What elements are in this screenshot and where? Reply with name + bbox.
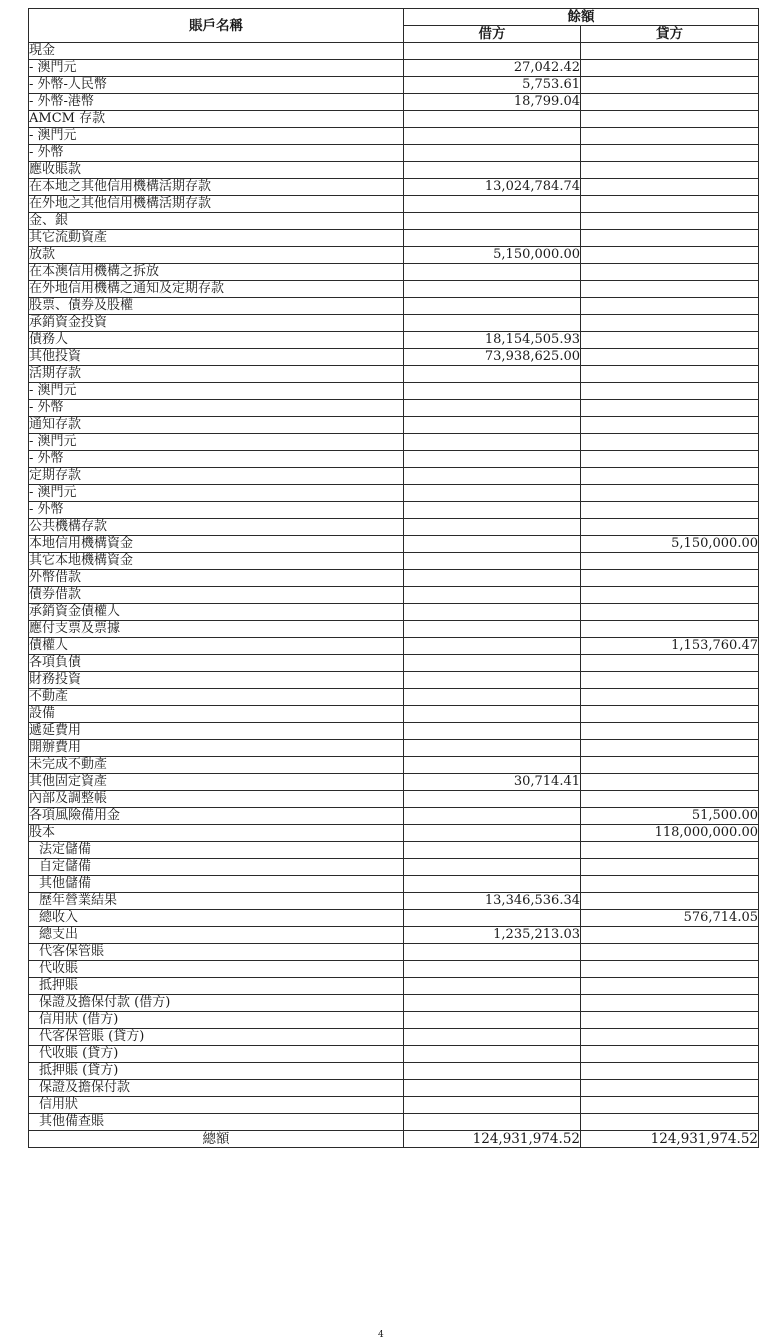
credit-cell bbox=[581, 876, 759, 893]
table-row bbox=[29, 978, 759, 995]
table-row bbox=[29, 43, 759, 60]
table-row bbox=[29, 196, 759, 213]
account-name-cell: - 外幣-港幣 bbox=[29, 94, 404, 111]
table-row bbox=[29, 332, 759, 349]
table-row bbox=[29, 417, 759, 434]
credit-cell bbox=[581, 1097, 759, 1114]
table-row bbox=[29, 859, 759, 876]
table-row bbox=[29, 519, 759, 536]
debit-cell: 5,753.61 bbox=[404, 77, 581, 94]
table-row bbox=[29, 502, 759, 519]
account-name-cell: 開辦費用 bbox=[29, 740, 404, 757]
account-name-cell: 債權人 bbox=[29, 638, 404, 655]
account-name-cell: 股票、債券及股權 bbox=[29, 298, 404, 315]
debit-cell bbox=[404, 1114, 581, 1131]
table-row bbox=[29, 128, 759, 145]
credit-cell bbox=[581, 485, 759, 502]
debit-cell bbox=[404, 655, 581, 672]
account-name-cell: 在本地之其他信用機構活期存款 bbox=[29, 179, 404, 196]
debit-cell bbox=[404, 825, 581, 842]
account-name-cell: 其它流動資產 bbox=[29, 230, 404, 247]
table-row bbox=[29, 808, 759, 825]
debit-cell bbox=[404, 740, 581, 757]
credit-cell bbox=[581, 621, 759, 638]
credit-cell: 118,000,000.00 bbox=[581, 825, 759, 842]
table-row bbox=[29, 893, 759, 910]
debit-cell bbox=[404, 451, 581, 468]
table-row bbox=[29, 111, 759, 128]
page-number: 4 bbox=[378, 1330, 384, 1340]
account-name-cell: 代客保管賬 bbox=[29, 944, 404, 961]
credit-cell bbox=[581, 417, 759, 434]
credit-cell bbox=[581, 230, 759, 247]
debit-cell bbox=[404, 808, 581, 825]
debit-cell bbox=[404, 570, 581, 587]
table-row bbox=[29, 876, 759, 893]
credit-cell bbox=[581, 944, 759, 961]
credit-cell bbox=[581, 723, 759, 740]
table-row bbox=[29, 740, 759, 757]
debit-cell bbox=[404, 315, 581, 332]
debit-cell bbox=[404, 434, 581, 451]
account-name-cell: 總支出 bbox=[29, 927, 404, 944]
credit-cell bbox=[581, 995, 759, 1012]
credit-cell bbox=[581, 451, 759, 468]
account-name-cell: 在外地之其他信用機構活期存款 bbox=[29, 196, 404, 213]
debit-cell: 18,799.04 bbox=[404, 94, 581, 111]
table-row bbox=[29, 179, 759, 196]
table-row bbox=[29, 230, 759, 247]
account-name-cell: 信用狀 bbox=[29, 1097, 404, 1114]
account-name-cell: 本地信用機構資金 bbox=[29, 536, 404, 553]
account-name-cell: 其他備查賬 bbox=[29, 1114, 404, 1131]
debit-cell bbox=[404, 587, 581, 604]
account-name-cell: - 外幣 bbox=[29, 502, 404, 519]
credit-cell bbox=[581, 213, 759, 230]
credit-cell bbox=[581, 791, 759, 808]
debit-cell: 18,154,505.93 bbox=[404, 332, 581, 349]
credit-cell bbox=[581, 706, 759, 723]
account-name-cell: 抵押賬 (貸方) bbox=[29, 1063, 404, 1080]
account-name-cell: 保證及擔保付款 (借方) bbox=[29, 995, 404, 1012]
credit-cell bbox=[581, 655, 759, 672]
table-row bbox=[29, 60, 759, 77]
balance-header: 餘額 bbox=[404, 9, 759, 26]
account-name-cell: - 外幣-人民幣 bbox=[29, 77, 404, 94]
debit-cell bbox=[404, 213, 581, 230]
credit-cell bbox=[581, 1080, 759, 1097]
account-name-cell: 公共機構存款 bbox=[29, 519, 404, 536]
credit-cell bbox=[581, 400, 759, 417]
credit-cell bbox=[581, 383, 759, 400]
account-name-cell: 遞延費用 bbox=[29, 723, 404, 740]
debit-cell bbox=[404, 1097, 581, 1114]
credit-cell: 1,153,760.47 bbox=[581, 638, 759, 655]
account-name-cell: 通知存款 bbox=[29, 417, 404, 434]
account-name-cell: 未完成不動產 bbox=[29, 757, 404, 774]
account-name-cell: - 外幣 bbox=[29, 451, 404, 468]
debit-cell bbox=[404, 264, 581, 281]
credit-cell bbox=[581, 553, 759, 570]
credit-cell bbox=[581, 298, 759, 315]
debit-cell: 30,714.41 bbox=[404, 774, 581, 791]
debit-cell bbox=[404, 604, 581, 621]
account-name-cell: 代收賬 bbox=[29, 961, 404, 978]
account-name-header: 賬戶名稱 bbox=[29, 9, 404, 43]
table-row bbox=[29, 706, 759, 723]
table-row bbox=[29, 247, 759, 264]
table-row bbox=[29, 825, 759, 842]
account-name-cell: 其他固定資產 bbox=[29, 774, 404, 791]
table-row bbox=[29, 451, 759, 468]
debit-cell bbox=[404, 553, 581, 570]
debit-cell: 73,938,625.00 bbox=[404, 349, 581, 366]
debit-cell bbox=[404, 723, 581, 740]
account-name-cell: 金、銀 bbox=[29, 213, 404, 230]
credit-cell: 51,500.00 bbox=[581, 808, 759, 825]
table-row bbox=[29, 1097, 759, 1114]
account-name-cell: 外幣借款 bbox=[29, 570, 404, 587]
credit-cell bbox=[581, 111, 759, 128]
account-name-cell: 代客保管賬 (貸方) bbox=[29, 1029, 404, 1046]
table-row bbox=[29, 383, 759, 400]
credit-cell bbox=[581, 978, 759, 995]
debit-cell bbox=[404, 706, 581, 723]
table-row bbox=[29, 689, 759, 706]
table-row bbox=[29, 485, 759, 502]
table-row bbox=[29, 655, 759, 672]
credit-cell bbox=[581, 434, 759, 451]
debit-cell bbox=[404, 281, 581, 298]
debit-cell bbox=[404, 910, 581, 927]
debit-cell bbox=[404, 162, 581, 179]
debit-cell bbox=[404, 638, 581, 655]
debit-cell bbox=[404, 502, 581, 519]
credit-cell bbox=[581, 587, 759, 604]
debit-cell bbox=[404, 536, 581, 553]
debit-cell: 27,042.42 bbox=[404, 60, 581, 77]
account-name-cell: 保證及擔保付款 bbox=[29, 1080, 404, 1097]
account-name-cell: - 外幣 bbox=[29, 400, 404, 417]
credit-cell bbox=[581, 1046, 759, 1063]
table-row bbox=[29, 315, 759, 332]
account-name-cell: 各項負債 bbox=[29, 655, 404, 672]
debit-cell bbox=[404, 298, 581, 315]
credit-cell bbox=[581, 604, 759, 621]
credit-header: 貸方 bbox=[581, 26, 759, 43]
debit-cell bbox=[404, 791, 581, 808]
table-row bbox=[29, 961, 759, 978]
credit-cell bbox=[581, 366, 759, 383]
table-row bbox=[29, 281, 759, 298]
table-row bbox=[29, 536, 759, 553]
account-name-cell: - 澳門元 bbox=[29, 434, 404, 451]
account-name-cell: 承銷資金債權人 bbox=[29, 604, 404, 621]
debit-cell bbox=[404, 961, 581, 978]
table-row bbox=[29, 94, 759, 111]
credit-cell bbox=[581, 468, 759, 485]
account-name-cell: 不動產 bbox=[29, 689, 404, 706]
credit-cell bbox=[581, 1063, 759, 1080]
account-name-cell: 其他投資 bbox=[29, 349, 404, 366]
credit-cell bbox=[581, 162, 759, 179]
account-name-cell: - 澳門元 bbox=[29, 485, 404, 502]
debit-cell bbox=[404, 995, 581, 1012]
credit-cell bbox=[581, 842, 759, 859]
account-name-cell: - 澳門元 bbox=[29, 128, 404, 145]
table-row bbox=[29, 1114, 759, 1131]
debit-cell bbox=[404, 145, 581, 162]
credit-cell bbox=[581, 502, 759, 519]
account-name-cell: 在外地信用機構之通知及定期存款 bbox=[29, 281, 404, 298]
account-name-cell: 代收賬 (貸方) bbox=[29, 1046, 404, 1063]
credit-cell bbox=[581, 672, 759, 689]
debit-cell bbox=[404, 689, 581, 706]
table-row bbox=[29, 587, 759, 604]
credit-cell: 576,714.05 bbox=[581, 910, 759, 927]
debit-cell bbox=[404, 43, 581, 60]
debit-cell bbox=[404, 485, 581, 502]
debit-cell bbox=[404, 230, 581, 247]
debit-cell bbox=[404, 1029, 581, 1046]
account-name-cell: 現金 bbox=[29, 43, 404, 60]
account-name-cell: 債務人 bbox=[29, 332, 404, 349]
table-row bbox=[29, 162, 759, 179]
table-row bbox=[29, 1012, 759, 1029]
account-name-cell: 應收賬款 bbox=[29, 162, 404, 179]
debit-cell: 1,235,213.03 bbox=[404, 927, 581, 944]
account-name-cell: 法定儲備 bbox=[29, 842, 404, 859]
total-credit: 124,931,974.52 bbox=[581, 1131, 759, 1148]
table-row bbox=[29, 723, 759, 740]
account-name-cell: - 澳門元 bbox=[29, 60, 404, 77]
account-name-cell: 信用狀 (借方) bbox=[29, 1012, 404, 1029]
account-name-cell: 定期存款 bbox=[29, 468, 404, 485]
table-row bbox=[29, 910, 759, 927]
debit-cell bbox=[404, 876, 581, 893]
credit-cell bbox=[581, 740, 759, 757]
debit-cell bbox=[404, 468, 581, 485]
credit-cell bbox=[581, 689, 759, 706]
account-name-cell: 在本澳信用機構之拆放 bbox=[29, 264, 404, 281]
table-row bbox=[29, 1080, 759, 1097]
debit-cell bbox=[404, 621, 581, 638]
credit-cell bbox=[581, 1029, 759, 1046]
table-row bbox=[29, 570, 759, 587]
total-row bbox=[29, 1131, 759, 1148]
debit-cell bbox=[404, 842, 581, 859]
table-row bbox=[29, 672, 759, 689]
credit-cell bbox=[581, 1114, 759, 1131]
debit-cell: 5,150,000.00 bbox=[404, 247, 581, 264]
ledger-body bbox=[29, 43, 759, 1131]
table-row bbox=[29, 1029, 759, 1046]
debit-cell bbox=[404, 366, 581, 383]
account-name-cell: - 澳門元 bbox=[29, 383, 404, 400]
credit-cell bbox=[581, 77, 759, 94]
table-row bbox=[29, 434, 759, 451]
account-name-cell: 抵押賬 bbox=[29, 978, 404, 995]
debit-cell bbox=[404, 859, 581, 876]
account-name-cell: 自定儲備 bbox=[29, 859, 404, 876]
credit-cell bbox=[581, 859, 759, 876]
credit-cell bbox=[581, 145, 759, 162]
credit-cell bbox=[581, 519, 759, 536]
credit-cell bbox=[581, 1012, 759, 1029]
credit-cell bbox=[581, 774, 759, 791]
table-row bbox=[29, 77, 759, 94]
table-row bbox=[29, 774, 759, 791]
table-row bbox=[29, 757, 759, 774]
credit-cell bbox=[581, 247, 759, 264]
account-name-cell: 股本 bbox=[29, 825, 404, 842]
credit-cell bbox=[581, 264, 759, 281]
account-name-cell: 其他儲備 bbox=[29, 876, 404, 893]
table-row bbox=[29, 366, 759, 383]
account-name-cell: 各項風險備用金 bbox=[29, 808, 404, 825]
total-label: 總額 bbox=[29, 1131, 404, 1148]
credit-cell: 5,150,000.00 bbox=[581, 536, 759, 553]
debit-cell: 13,024,784.74 bbox=[404, 179, 581, 196]
table-row bbox=[29, 1063, 759, 1080]
debit-cell bbox=[404, 944, 581, 961]
credit-cell bbox=[581, 349, 759, 366]
credit-cell bbox=[581, 60, 759, 77]
debit-cell bbox=[404, 757, 581, 774]
debit-cell: 13,346,536.34 bbox=[404, 893, 581, 910]
table-row bbox=[29, 1046, 759, 1063]
credit-cell bbox=[581, 570, 759, 587]
credit-cell bbox=[581, 179, 759, 196]
table-row bbox=[29, 468, 759, 485]
credit-cell bbox=[581, 332, 759, 349]
credit-cell bbox=[581, 94, 759, 111]
balance-ledger-table bbox=[28, 8, 759, 1148]
debit-cell bbox=[404, 1046, 581, 1063]
credit-cell bbox=[581, 893, 759, 910]
table-row bbox=[29, 349, 759, 366]
account-name-cell: 放款 bbox=[29, 247, 404, 264]
account-name-cell: 總收入 bbox=[29, 910, 404, 927]
table-row bbox=[29, 213, 759, 230]
debit-cell bbox=[404, 1012, 581, 1029]
table-row bbox=[29, 621, 759, 638]
table-row bbox=[29, 791, 759, 808]
table-row bbox=[29, 264, 759, 281]
credit-cell bbox=[581, 757, 759, 774]
account-name-cell: 承銷資金投資 bbox=[29, 315, 404, 332]
account-name-cell: 設備 bbox=[29, 706, 404, 723]
account-name-cell: 其它本地機構資金 bbox=[29, 553, 404, 570]
debit-cell bbox=[404, 672, 581, 689]
debit-cell bbox=[404, 383, 581, 400]
debit-cell bbox=[404, 1063, 581, 1080]
debit-cell bbox=[404, 417, 581, 434]
table-row bbox=[29, 842, 759, 859]
credit-cell bbox=[581, 281, 759, 298]
table-row bbox=[29, 400, 759, 417]
credit-cell bbox=[581, 128, 759, 145]
account-name-cell: 財務投資 bbox=[29, 672, 404, 689]
credit-cell bbox=[581, 43, 759, 60]
credit-cell bbox=[581, 315, 759, 332]
credit-cell bbox=[581, 927, 759, 944]
debit-cell bbox=[404, 128, 581, 145]
debit-cell bbox=[404, 519, 581, 536]
table-row bbox=[29, 944, 759, 961]
debit-cell bbox=[404, 400, 581, 417]
table-row bbox=[29, 995, 759, 1012]
account-name-cell: 應付支票及票據 bbox=[29, 621, 404, 638]
account-name-cell: AMCM 存款 bbox=[29, 111, 404, 128]
total-debit: 124,931,974.52 bbox=[404, 1131, 581, 1148]
account-name-cell: 債券借款 bbox=[29, 587, 404, 604]
account-name-cell: 活期存款 bbox=[29, 366, 404, 383]
account-name-cell: 歷年營業結果 bbox=[29, 893, 404, 910]
table-row bbox=[29, 927, 759, 944]
table-row bbox=[29, 145, 759, 162]
debit-header: 借方 bbox=[404, 26, 581, 43]
credit-cell bbox=[581, 196, 759, 213]
table-row bbox=[29, 298, 759, 315]
debit-cell bbox=[404, 1080, 581, 1097]
debit-cell bbox=[404, 196, 581, 213]
credit-cell bbox=[581, 961, 759, 978]
table-row bbox=[29, 638, 759, 655]
debit-cell bbox=[404, 978, 581, 995]
table-row bbox=[29, 553, 759, 570]
table-row bbox=[29, 604, 759, 621]
header-row-top bbox=[29, 9, 759, 26]
debit-cell bbox=[404, 111, 581, 128]
account-name-cell: 內部及調整帳 bbox=[29, 791, 404, 808]
account-name-cell: - 外幣 bbox=[29, 145, 404, 162]
